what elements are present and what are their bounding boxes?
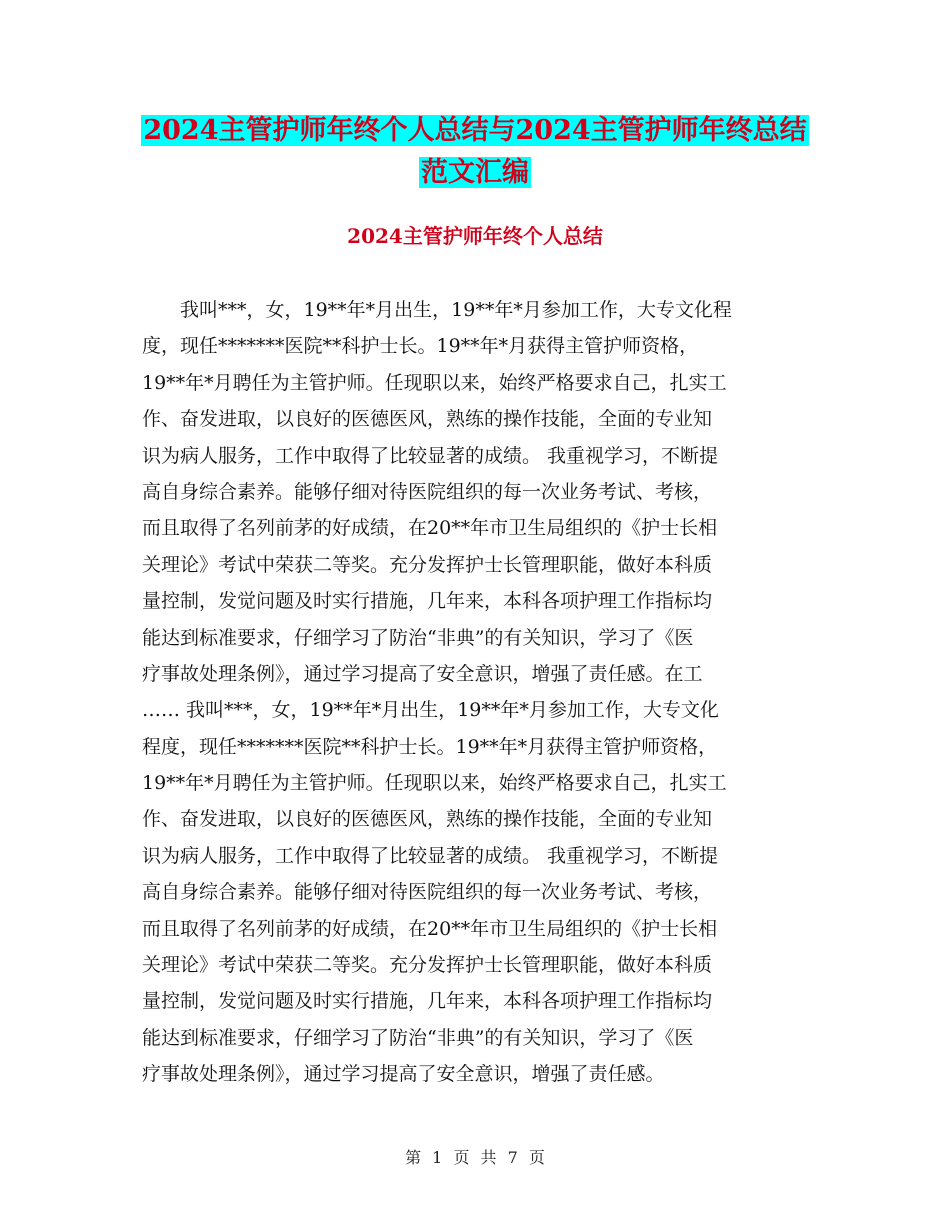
body-line: 识为病人服务，工作中取得了比较显著的成绩。 我重视学习，不断提 bbox=[142, 844, 719, 867]
body-line: 而且取得了名列前茅的好成绩，在20**年市卫生局组织的《护士长相 bbox=[142, 517, 718, 540]
body-paragraph bbox=[142, 292, 810, 1093]
body-line: 能达到标准要求，仔细学习了防治“非典”的有关知识，学习了《医 bbox=[142, 626, 694, 649]
body-line: …… 我叫***，女，19**年*月出生，19**年*月参加工作，大专文化 bbox=[142, 699, 719, 722]
body-line: 关理论》考试中荣获二等奖。充分发挥护士长管理职能，做好本科质 bbox=[142, 954, 713, 977]
body-line: 量控制，发觉问题及时实行措施，几年来，本科各项护理工作指标均 bbox=[142, 990, 713, 1013]
document-title bbox=[0, 110, 950, 194]
body-line: 能达到标准要求，仔细学习了防治“非典”的有关知识，学习了《医 bbox=[142, 1026, 694, 1049]
body-line: 识为病人服务，工作中取得了比较显著的成绩。 我重视学习，不断提 bbox=[142, 444, 719, 467]
body-line: 关理论》考试中荣获二等奖。充分发挥护士长管理职能，做好本科质 bbox=[142, 553, 713, 576]
body-line: 我叫***，女，19**年*月出生，19**年*月参加工作，大专文化程 bbox=[142, 299, 732, 321]
body-line: 19**年*月聘任为主管护师。任现职以来，始终严格要求自己，扎实工 bbox=[142, 772, 727, 795]
body-line: 程度，现任*******医院**科护士长。19**年*月获得主管护师资格， bbox=[142, 735, 718, 758]
section-title: 2024主管护师年终个人总结 bbox=[347, 224, 603, 248]
body-line: 度，现任*******医院**科护士长。19**年*月获得主管护师资格， bbox=[142, 335, 699, 358]
page-footer: 第 1 页 共 7 页 bbox=[405, 1148, 545, 1167]
body-line: 高自身综合素养。能够仔细对待医院组织的每一次业务考试、考核， bbox=[142, 480, 713, 503]
body-line: 作、奋发进取，以良好的医德医风，熟练的操作技能，全面的专业知 bbox=[142, 408, 713, 431]
body-line: 高自身综合素养。能够仔细对待医院组织的每一次业务考试、考核， bbox=[142, 881, 713, 904]
body-line: 量控制，发觉问题及时实行措施，几年来，本科各项护理工作指标均 bbox=[142, 590, 713, 613]
body-line: 疗事故处理条例》，通过学习提高了安全意识，增强了责任感。 bbox=[142, 1063, 665, 1086]
body-line: 疗事故处理条例》，通过学习提高了安全意识，增强了责任感。在工 bbox=[142, 662, 703, 685]
title-line-2: 范文汇编 bbox=[421, 157, 529, 188]
title-line-1: 2024主管护师年终个人总结与2024主管护师年终总结 bbox=[143, 115, 807, 146]
body-line: 而且取得了名列前茅的好成绩，在20**年市卫生局组织的《护士长相 bbox=[142, 917, 718, 940]
body-line: 19**年*月聘任为主管护师。任现职以来，始终严格要求自己，扎实工 bbox=[142, 371, 727, 394]
body-line: 作、奋发进取，以良好的医德医风，熟练的操作技能，全面的专业知 bbox=[142, 808, 713, 831]
